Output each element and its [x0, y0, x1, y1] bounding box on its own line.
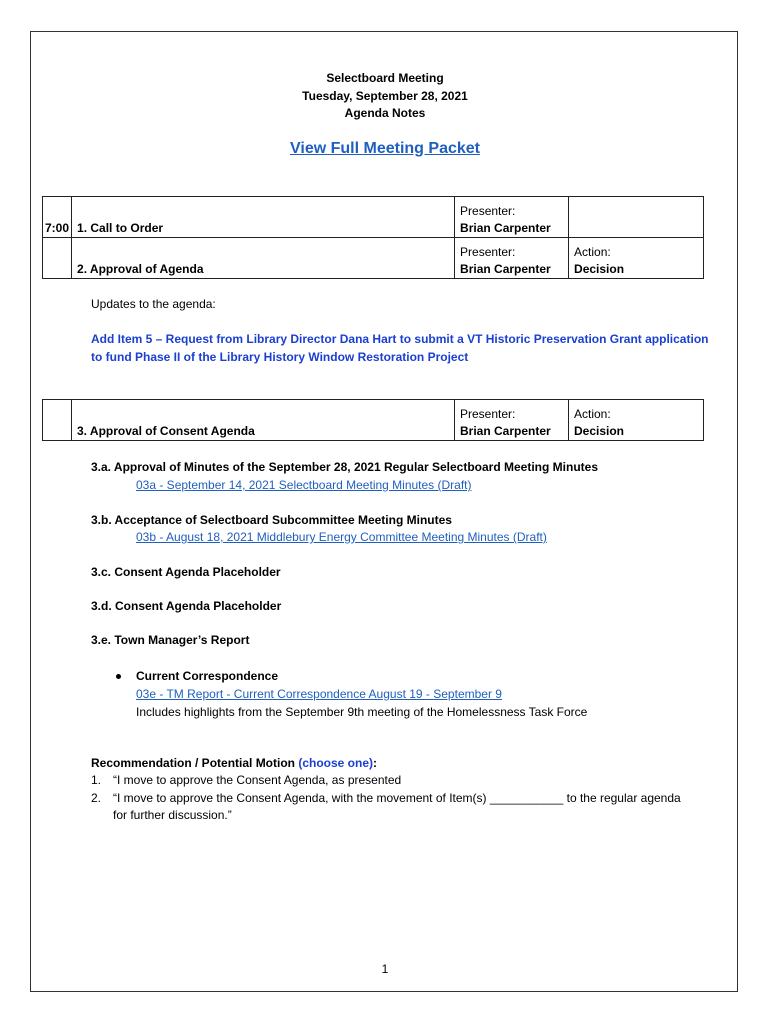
motion-1-number: 1.: [91, 773, 102, 787]
updates-item-line1: Add Item 5 – Request from Library Director Dana Hart to submit a VT Historic Preservation Grant application: [91, 332, 709, 346]
meeting-date: Tuesday, September 28, 2021: [302, 89, 468, 103]
presenter-cell: [455, 400, 569, 441]
action-label: Action:: [574, 245, 611, 259]
agenda-item-cell: [72, 197, 455, 238]
agenda-item-cell: [72, 238, 455, 279]
consent-3d-title: 3.d. Consent Agenda Placeholder: [91, 599, 282, 613]
presenter-name: Brian Carpenter: [460, 424, 551, 438]
page-number: 1: [381, 962, 389, 976]
agenda-row-approval-of-agenda: [43, 238, 704, 279]
agenda-item-title: 3. Approval of Consent Agenda: [77, 424, 255, 438]
recommendation-colon: :: [373, 756, 378, 770]
presenter-label: Presenter:: [460, 245, 516, 259]
motion-1-text: “I move to approve the Consent Agenda, as presented: [113, 773, 402, 787]
choose-one-note: (choose one): [298, 756, 374, 770]
agenda-time: [43, 400, 72, 441]
updates-item-line2: to fund Phase II of the Library History Window Restoration Project: [91, 350, 469, 364]
consent-3a-link[interactable]: 03a - September 14, 2021 Selectboard Meeting Minutes (Draft): [136, 478, 472, 492]
correspondence-note: Includes highlights from the September 9th meeting of the Homelessness Task Force: [136, 705, 588, 719]
correspondence-title: Current Correspondence: [136, 669, 279, 683]
agenda-time: 7:00: [43, 197, 72, 238]
motion-2-text-line1: “I move to approve the Consent Agenda, with the movement of Item(s) ___________ to the regular agenda: [113, 791, 681, 805]
action-value: Decision: [574, 262, 625, 276]
recommendation-label: Recommendation / Potential Motion: [91, 756, 299, 770]
presenter-name: Brian Carpenter: [460, 262, 551, 276]
action-cell: [569, 197, 704, 238]
correspondence-link[interactable]: 03e - TM Report - Current Correspondence August 19 - September 9: [136, 687, 502, 701]
agenda-table-2: [42, 399, 704, 441]
motion-2-text-line2: for further discussion.”: [113, 808, 232, 822]
action-label: Action:: [574, 407, 611, 421]
meeting-title: Selectboard Meeting: [326, 71, 444, 85]
updates-label: Updates to the agenda:: [91, 297, 216, 311]
consent-3b-link[interactable]: 03b - August 18, 2021 Middlebury Energy Committee Meeting Minutes (Draft): [136, 530, 547, 544]
motion-2-number: 2.: [91, 791, 102, 805]
action-value: Decision: [574, 424, 625, 438]
consent-3b-title: 3.b. Acceptance of Selectboard Subcommittee Meeting Minutes: [91, 513, 452, 527]
agenda-item-title: 1. Call to Order: [77, 221, 164, 235]
agenda-time: [43, 238, 72, 279]
consent-3a-title: 3.a. Approval of Minutes of the September 28, 2021 Regular Selectboard Meeting Minutes: [91, 460, 599, 474]
agenda-table-1: [42, 196, 704, 279]
consent-3e-title: 3.e. Town Manager’s Report: [91, 633, 250, 647]
bullet-icon: [116, 674, 121, 679]
presenter-cell: [455, 197, 569, 238]
action-cell: [569, 238, 704, 279]
agenda-notes-title: Agenda Notes: [344, 106, 426, 120]
recommendation-heading: [91, 755, 377, 772]
view-full-packet-link[interactable]: View Full Meeting Packet: [290, 140, 480, 157]
agenda-item-cell: [72, 400, 455, 441]
presenter-name: Brian Carpenter: [460, 221, 551, 235]
agenda-item-title: 2. Approval of Agenda: [77, 262, 204, 276]
agenda-row-consent-agenda: [43, 400, 704, 441]
consent-3c-title: 3.c. Consent Agenda Placeholder: [91, 565, 281, 579]
presenter-label: Presenter:: [460, 204, 516, 218]
agenda-row-call-to-order: [43, 197, 704, 238]
action-cell: [569, 400, 704, 441]
presenter-label: Presenter:: [460, 407, 516, 421]
presenter-cell: [455, 238, 569, 279]
